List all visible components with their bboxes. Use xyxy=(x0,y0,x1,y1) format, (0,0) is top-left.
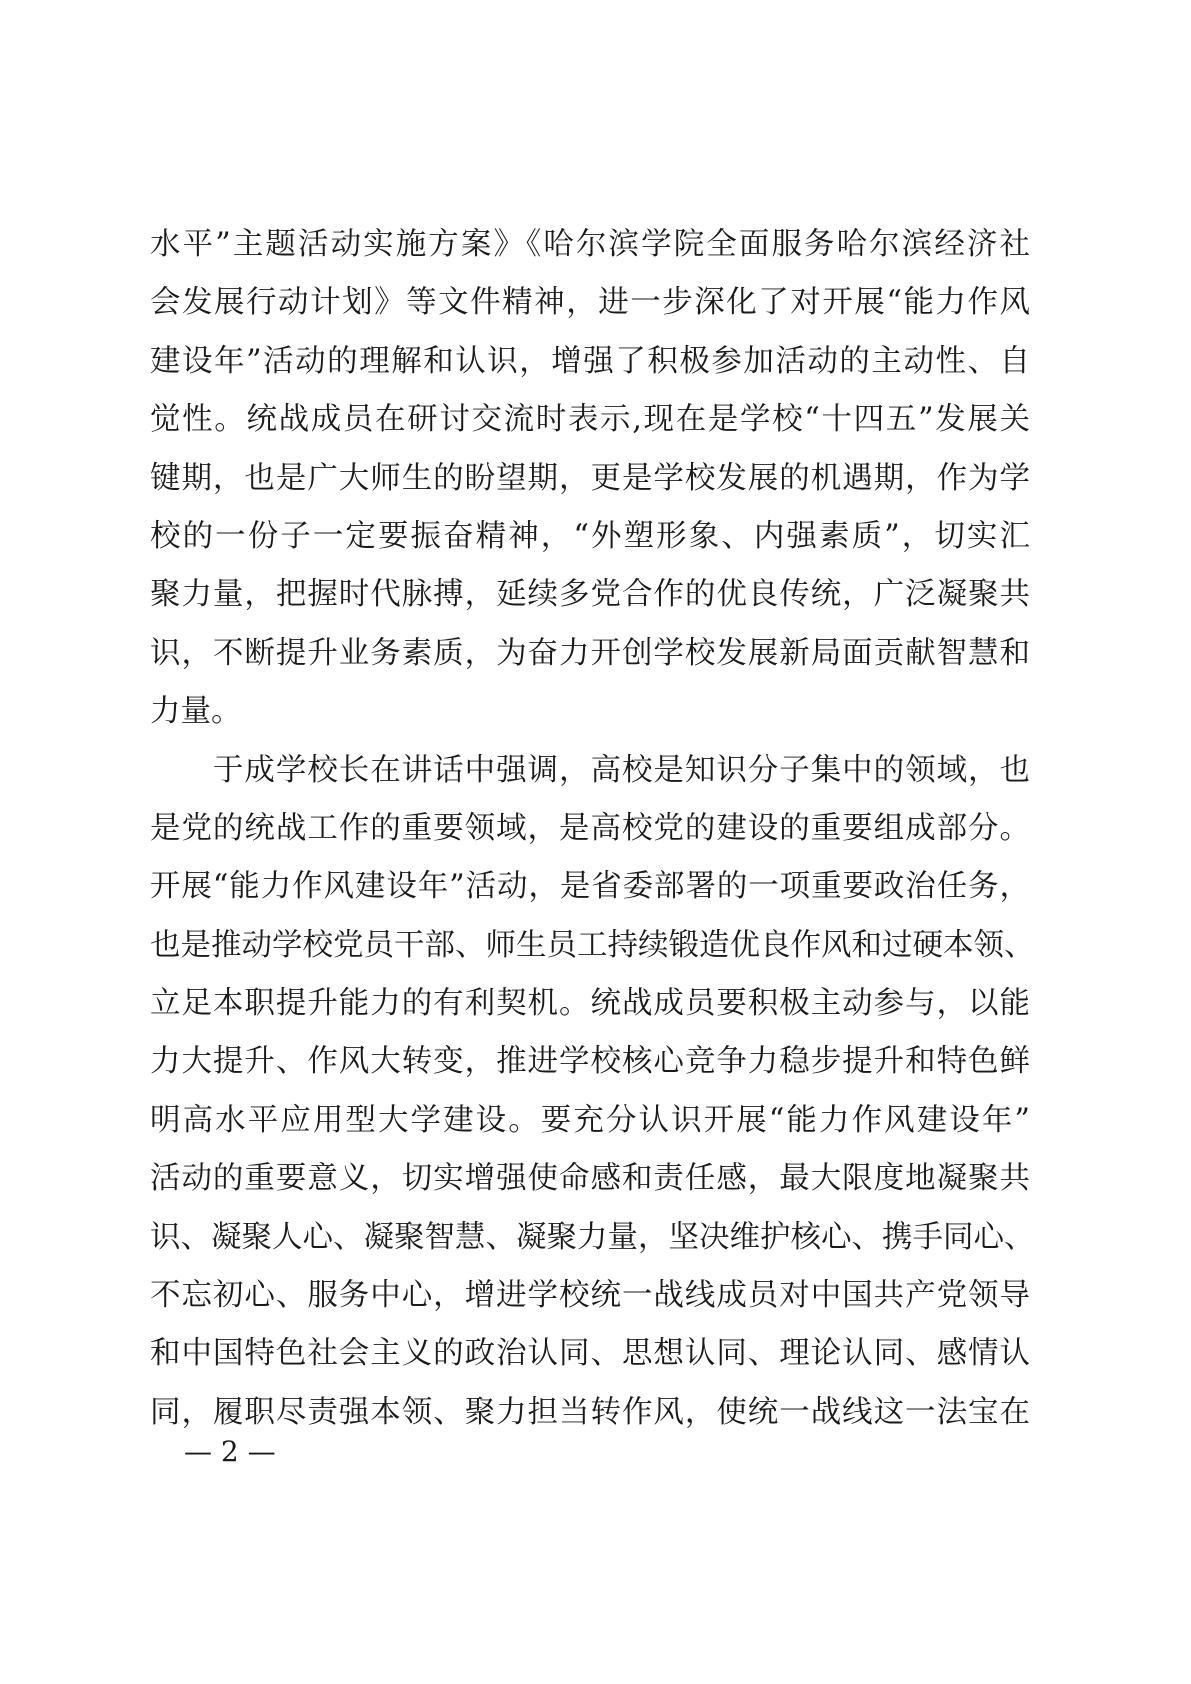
text-line: 识、凝聚人心、凝聚智慧、凝聚力量，坚决维护核心、携手同心、 xyxy=(150,1219,1035,1255)
text-line: 开展“能力作风建设年”活动，是省委部署的一项重要政治任务， xyxy=(150,869,1030,905)
text-line: 校的一份子一定要振奋精神，“外塑形象、内强素质”，切实汇 xyxy=(150,518,1030,554)
text-line: 聚力量，把握时代脉搏，延续多党合作的优良传统，广泛凝聚共 xyxy=(150,577,1030,613)
text-line: 明高水平应用型大学建设。要充分认识开展“能力作风建设年” xyxy=(150,1102,1030,1138)
page-number: — 2 — xyxy=(184,1435,276,1468)
text-line: 同，履职尽责强本领、聚力担当转作风，使统一战线这一法宝在 xyxy=(150,1394,1030,1430)
text-line: 立足本职提升能力的有利契机。统战成员要积极主动参与，以能 xyxy=(150,986,1030,1022)
body-text xyxy=(150,216,1035,1442)
text-line: 建设年”活动的理解和认识，增强了积极参加活动的主动性、自 xyxy=(150,343,1030,379)
text-line: 是党的统战工作的重要领域，是高校党的建设的重要组成部分。 xyxy=(150,810,1030,846)
text-line: 不忘初心、服务中心，增进学校统一战线成员对中国共产党领导 xyxy=(150,1278,1030,1314)
text-line: 和中国特色社会主义的政治认同、思想认同、理论认同、感情认 xyxy=(150,1336,1030,1372)
text-line: 活动的重要意义，切实增强使命感和责任感，最大限度地凝聚共 xyxy=(150,1161,1030,1197)
text-line: 水平”主题活动实施方案》《哈尔滨学院全面服务哈尔滨经济社 xyxy=(150,227,1030,262)
text-line: 力量。 xyxy=(150,694,242,730)
text-line: 觉性。统战成员在研讨交流时表示,现在是学校“十四五”发展关 xyxy=(150,402,1030,438)
text-line: 键期，也是广大师生的盼望期，更是学校发展的机遇期，作为学 xyxy=(150,460,1030,496)
text-line: 识，不断提升业务素质，为奋力开创学校发展新局面贡献智慧和 xyxy=(150,635,1030,671)
text-line: 力大提升、作风大转变，推进学校核心竞争力稳步提升和特色鲜 xyxy=(150,1044,1030,1080)
text-line: 于成学校长在讲话中强调，高校是知识分子集中的领域，也 xyxy=(150,752,1030,788)
text-line: 也是推动学校党员干部、师生员工持续锻造优良作风和过硬本领、 xyxy=(150,927,1035,963)
text-line: 会发展行动计划》等文件精神，进一步深化了对开展“能力作风 xyxy=(150,285,1030,321)
